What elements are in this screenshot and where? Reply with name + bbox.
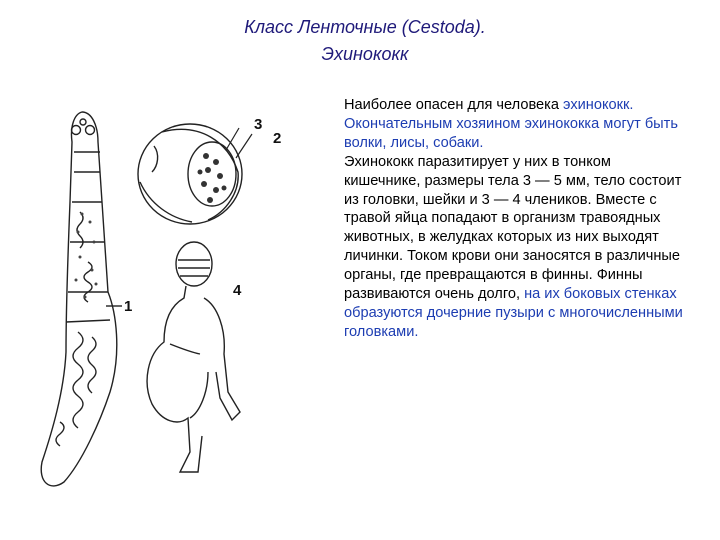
slide-title: [150, 14, 580, 68]
illustration-drawing: [30, 92, 330, 512]
cyst-scolices: [198, 153, 227, 203]
patient-drawing: [147, 242, 240, 472]
hydatid-cyst-drawing: [138, 124, 242, 224]
echinococcus-illustration: [30, 92, 330, 512]
title-line-1: Класс Ленточные (Cestoda).: [244, 17, 486, 37]
description-p2-highlight: на их боковых стенках образуются дочерние пузыри с многочисленными головками.: [344, 286, 683, 340]
figure-label-2: 2: [273, 130, 282, 147]
description-p1-highlight: эхинококк. Окончательным хозяином эхинококка могут быть волки, лисы, собаки.: [344, 97, 678, 151]
figure-label-3: 3: [254, 116, 263, 133]
figure-label-1: 1: [124, 298, 133, 315]
description-text: [344, 96, 690, 342]
description-p2: Эхинококк паразитирует у них в тонком кишечнике, размеры тела 3 — 5 мм, тело состоит из головки, шейки и 3 — 4 члеников. Вместе с травой яйца попадают в организм травоядных животных, в желудках которых из них выходят личинки. Током крови они заносятся в различные органы, где превращаются в финны. Финны развиваются очень долго,: [344, 153, 682, 303]
figure-label-4: 4: [233, 282, 242, 299]
title-line-2: Эхинококк: [321, 44, 409, 64]
tapeworm-drawing: [41, 112, 122, 486]
description-p1-intro: Наиболее опасен для человека: [344, 97, 564, 113]
